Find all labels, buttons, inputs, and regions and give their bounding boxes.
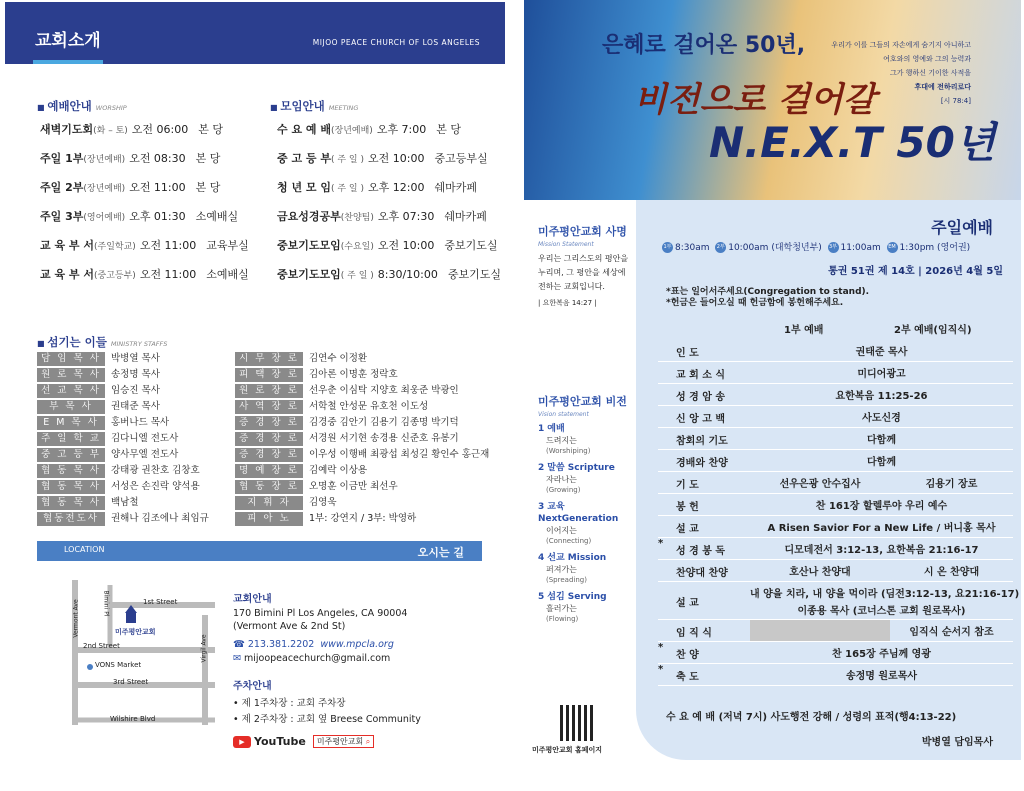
staff-role: 협 동 목 사 bbox=[37, 464, 105, 478]
meeting-row bbox=[277, 266, 501, 282]
order-label: 성 경 암 송 bbox=[676, 392, 726, 403]
map-label-bimini: Bimini Pl bbox=[102, 590, 110, 617]
map-label-3rd: 3rd Street bbox=[113, 678, 149, 686]
header-title: 교회소개 bbox=[35, 31, 101, 51]
banner-line1: 은혜로 걸어온 50년, bbox=[602, 33, 806, 58]
vision-title-item: 섬김 Serving bbox=[547, 592, 607, 602]
header-underline bbox=[33, 60, 103, 64]
meetings-time: 오전 10:00 bbox=[368, 152, 425, 165]
mission-ref: | 요한복음 14:27 | bbox=[538, 299, 597, 307]
staff-name: 김연수 이정환 bbox=[309, 353, 368, 364]
time-3: 11:00am bbox=[840, 243, 881, 253]
staff-row bbox=[37, 496, 505, 511]
staff-row bbox=[37, 384, 505, 399]
note-offering: *헌금은 들어오실 때 헌금함에 봉헌해주세요. bbox=[666, 298, 844, 308]
order-label: 인 도 bbox=[676, 348, 699, 359]
worship-sub: (장년예배) bbox=[83, 184, 126, 194]
order-label: 성 경 봉 독 bbox=[676, 546, 726, 557]
left-page bbox=[5, 0, 510, 791]
vision-korean: 자라나는 bbox=[546, 475, 577, 484]
parking-1: • 제 1주차장 : 교회 주차장 bbox=[233, 698, 346, 709]
banner-line2: 비전으로 걸어갈 bbox=[634, 80, 876, 120]
col-header-2: 2부 예배(임직식) bbox=[894, 325, 972, 336]
clock-icon: 3부 bbox=[828, 242, 839, 253]
staff-name: 서성은 손진락 양석용 bbox=[111, 481, 200, 492]
order-label: 임 직 식 bbox=[676, 628, 712, 639]
order-value: 송정명 원로목사 bbox=[845, 671, 918, 682]
staff-name: 오명훈 이금만 최선우 bbox=[309, 481, 398, 492]
vision-head bbox=[538, 462, 636, 474]
quote-ref: [시 78:4] bbox=[940, 97, 971, 105]
vision-head bbox=[538, 552, 636, 564]
quote-line: 그가 행하신 기이한 사적을 bbox=[889, 69, 971, 77]
worship-sub: (장년예배) bbox=[83, 155, 126, 165]
vision-korean: 이어지는 bbox=[546, 526, 577, 535]
meetings-place: 본 당 bbox=[436, 123, 462, 136]
order-row bbox=[658, 620, 1013, 642]
staff-role: 원 로 목 사 bbox=[37, 368, 105, 382]
staff-name: 김예락 이상용 bbox=[309, 465, 368, 476]
worship-place: 본 당 bbox=[195, 152, 221, 165]
meetings-name: 중 고 등 부 bbox=[277, 152, 331, 165]
vision-english: (Flowing) bbox=[546, 615, 579, 623]
worship-sub: (영어예배) bbox=[83, 213, 126, 223]
clock-icon: EM bbox=[887, 242, 898, 253]
worship-row bbox=[40, 121, 223, 137]
vision-korean: 흘러가는 bbox=[546, 604, 577, 613]
meetings-name: 중보기도모임 bbox=[277, 268, 341, 281]
phone-row bbox=[233, 639, 394, 650]
staff-role: 중 고 등 부 bbox=[37, 448, 105, 462]
vision-english: (Spreading) bbox=[546, 576, 587, 584]
location-bar bbox=[37, 541, 482, 561]
banner-line3: N.E.X.T 50년 bbox=[709, 118, 996, 167]
vision-number: 5 bbox=[538, 592, 545, 602]
order-row bbox=[658, 642, 1013, 664]
map-graphic bbox=[55, 575, 220, 735]
meeting-title-text: 모임안내 bbox=[280, 99, 325, 113]
search-icon: ⌕ bbox=[365, 737, 371, 746]
meetings-place: 중고등부실 bbox=[434, 152, 488, 165]
staff-role: E M 목 사 bbox=[37, 416, 105, 430]
staff-name: 서경원 서기현 송경용 신준호 유봉기 bbox=[309, 433, 459, 444]
worship-time: 오전 11:00 bbox=[139, 239, 197, 252]
vision-head bbox=[538, 591, 636, 603]
quote-line: 여호와의 영예와 그의 능력과 bbox=[883, 55, 971, 63]
order-value: 내 양을 치라, 내 양을 먹이라 (딤전3:12-13, 요21:16-17) bbox=[750, 589, 1020, 600]
order-value: 찬 161장 할렐루야 우리 예수 bbox=[815, 501, 948, 512]
email-row bbox=[233, 653, 390, 664]
order-row bbox=[658, 450, 1013, 472]
phone: 213.381.2202 bbox=[247, 639, 315, 650]
order-row bbox=[658, 494, 1013, 516]
order-value: 사도신경 bbox=[862, 413, 901, 424]
staff-role: 협동전도사 bbox=[37, 512, 105, 526]
order-value-second: 시 온 찬양대 bbox=[923, 567, 980, 578]
vision-sub: Vision statement bbox=[538, 411, 589, 418]
vision-korean: 퍼져가는 bbox=[546, 565, 577, 574]
map-label-vons: VONS Market bbox=[95, 661, 142, 669]
vision-korean: 드려지는 bbox=[546, 436, 577, 445]
order-row bbox=[658, 340, 1013, 362]
worship-place: 본 당 bbox=[198, 123, 223, 136]
worship-time: 오후 01:30 bbox=[129, 210, 186, 223]
staff-role: 사 역 장 로 bbox=[235, 400, 303, 414]
order-label: 신 앙 고 백 bbox=[676, 414, 726, 425]
staff-name: 박병열 목사 bbox=[111, 353, 160, 364]
note-stand: *표는 일어서주세요(Congregation to stand). bbox=[666, 287, 870, 297]
location-map bbox=[55, 575, 220, 735]
address-line2: (Vermont Ave & 2nd St) bbox=[233, 621, 346, 632]
order-value-second: 김용기 장로 bbox=[925, 479, 978, 490]
staff-name: 서학철 안성문 유호천 이도성 bbox=[309, 401, 429, 412]
staff-name: 김다니엘 전도사 bbox=[111, 433, 179, 444]
staff-role: 협 동 목 사 bbox=[37, 496, 105, 510]
vision-item bbox=[538, 501, 636, 547]
youtube-search-text: 미주평안교회 bbox=[316, 737, 364, 746]
map-label-virgil: Virgil Ave bbox=[200, 634, 208, 663]
meetings-sub: (찬양팀) bbox=[340, 213, 374, 223]
meetings-time: 오전 10:00 bbox=[377, 239, 435, 252]
staff-role: 피 아 노 bbox=[235, 512, 303, 526]
address-line1: 170 Bimini Pl Los Angeles, CA 90004 bbox=[233, 608, 408, 619]
phone-icon: ☎ bbox=[233, 639, 248, 650]
bulletin-card bbox=[636, 200, 1021, 760]
email-link[interactable]: mijoopeacechurch@gmail.com bbox=[243, 653, 391, 664]
mission-sub: Mission Statement bbox=[538, 241, 594, 248]
meetings-time: 오후 7:00 bbox=[376, 123, 427, 136]
service-title: 주일예배 bbox=[931, 218, 993, 237]
wednesday-service: 수 요 예 배 (저녁 7시) 사도행전 강해 / 성령의 표적(행4:13-22) bbox=[666, 712, 957, 723]
staff-role: 증 경 장 로 bbox=[235, 416, 303, 430]
order-label: 경배와 찬양 bbox=[676, 458, 728, 469]
vision-item bbox=[538, 591, 636, 625]
meetings-place: 쉐마카페 bbox=[434, 181, 477, 194]
worship-place: 소예배실 bbox=[206, 268, 249, 281]
banner-quote bbox=[831, 38, 971, 108]
staff-row bbox=[37, 512, 505, 527]
staff-row bbox=[37, 352, 505, 367]
worship-name: 교 육 부 서 bbox=[40, 239, 94, 252]
map-label-1st: 1st Street bbox=[143, 598, 178, 606]
worship-title-text: 예배안내 bbox=[47, 99, 92, 113]
staff-role: 협 동 목 사 bbox=[37, 480, 105, 494]
youtube-icon: ▶ bbox=[233, 736, 251, 748]
right-page bbox=[524, 0, 1021, 791]
order-row bbox=[658, 472, 1013, 494]
time-1: 8:30am bbox=[675, 243, 710, 253]
worship-sub: (화 – 토) bbox=[93, 126, 128, 136]
vision-number: 4 bbox=[538, 553, 545, 563]
worship-sub: (중고등부) bbox=[94, 271, 136, 281]
worship-time: 오전 06:00 bbox=[131, 123, 189, 136]
staff-name: 강태광 권찬호 김창호 bbox=[111, 465, 200, 476]
staff-name: 권해나 김조에나 최임규 bbox=[111, 513, 209, 524]
youtube-label: YouTube bbox=[254, 735, 306, 748]
order-label: 기 도 bbox=[676, 480, 699, 491]
worship-name: 주일 1부 bbox=[40, 152, 84, 165]
location-title: 오시는 길 bbox=[417, 546, 464, 559]
order-value: 미디어광고 bbox=[857, 369, 906, 380]
senior-pastor: 박병열 담임목사 bbox=[921, 737, 993, 748]
vision-title-item: 교육 NextGeneration bbox=[538, 502, 619, 524]
order-value: 다함께 bbox=[867, 435, 896, 446]
order-row bbox=[658, 538, 1013, 560]
worship-sub: WORSHIP bbox=[95, 104, 127, 112]
staff-role: 시 무 장 로 bbox=[235, 352, 303, 366]
meetings-place: 중보기도실 bbox=[447, 268, 502, 281]
vision-item bbox=[538, 552, 636, 586]
youtube-search-box[interactable] bbox=[313, 735, 374, 748]
vision-english: (Worshiping) bbox=[546, 447, 591, 455]
staff-row bbox=[37, 432, 505, 447]
issue-line: 통권 51권 제 14호 | 2026년 4월 5일 bbox=[828, 266, 1003, 277]
website-link[interactable]: www.mpcla.org bbox=[320, 639, 394, 650]
order-label: 축 도 bbox=[676, 672, 699, 683]
order-row bbox=[658, 406, 1013, 428]
meetings-name: 중보기도모임 bbox=[277, 239, 341, 252]
worship-name: 주일 2부 bbox=[40, 181, 84, 194]
staff-name: 임승진 목사 bbox=[111, 385, 160, 396]
mission-column bbox=[524, 200, 636, 760]
vision-number: 1 bbox=[538, 424, 545, 434]
staff-name: 김아론 이명훈 정락호 bbox=[309, 369, 398, 380]
meeting-row bbox=[277, 150, 488, 166]
staff-row bbox=[37, 448, 505, 463]
order-value-first: 호산나 찬양대 bbox=[789, 567, 851, 578]
meetings-time: 8:30/10:00 bbox=[377, 268, 438, 281]
vision-item bbox=[538, 423, 636, 457]
vision-english: (Growing) bbox=[546, 486, 581, 494]
order-row bbox=[658, 384, 1013, 406]
worship-place: 소예배실 bbox=[195, 210, 239, 223]
order-label: 참회의 기도 bbox=[676, 436, 728, 447]
order-label: 교 회 소 식 bbox=[676, 370, 726, 381]
order-value: 다함께 bbox=[867, 457, 896, 468]
time-4: 1:30pm (영어권) bbox=[899, 243, 971, 253]
meetings-place: 쉐마카페 bbox=[444, 210, 487, 223]
order-value: A Risen Savior For a New Life / 버니홍 목사 bbox=[767, 523, 996, 534]
staff-sub: MINISTRY STAFFS bbox=[110, 340, 168, 348]
worship-sub: (주일학교) bbox=[94, 242, 136, 252]
staff-name: 이우성 이행배 최광섭 최성길 황인수 홍근재 bbox=[309, 449, 490, 460]
worship-section-title bbox=[37, 98, 127, 114]
meeting-row bbox=[277, 208, 487, 224]
meetings-name: 금요성경공부 bbox=[277, 210, 341, 223]
staff-role: 선 교 목 사 bbox=[37, 384, 105, 398]
time-2: 10:00am (대학청년부) bbox=[728, 243, 822, 253]
vision-block bbox=[538, 395, 636, 625]
meeting-row bbox=[277, 237, 497, 253]
worship-time: 오전 08:30 bbox=[129, 152, 186, 165]
staff-name: 홍버나드 목사 bbox=[111, 417, 170, 428]
vision-english: (Connecting) bbox=[546, 537, 592, 545]
staff-row bbox=[37, 400, 505, 415]
staff-name: 김경중 김안기 김용기 김종명 박기덕 bbox=[309, 417, 459, 428]
staff-role: 피 택 장 로 bbox=[235, 368, 303, 382]
order-label: 설 교 bbox=[676, 524, 699, 535]
meetings-place: 중보기도실 bbox=[444, 239, 498, 252]
quote-line: 우리가 이를 그들의 자손에게 숨기지 아니하고 bbox=[831, 41, 971, 49]
stand-marker: * bbox=[658, 538, 664, 549]
staff-name: 백남철 bbox=[111, 497, 139, 508]
order-row bbox=[658, 428, 1013, 450]
meetings-sub: ( 주 일 ) bbox=[331, 155, 364, 165]
map-label-2nd: 2nd Street bbox=[83, 642, 120, 650]
clock-icon: 1부 bbox=[662, 242, 673, 253]
worship-time: 오전 11:00 bbox=[139, 268, 197, 281]
meetings-time: 오후 07:30 bbox=[377, 210, 435, 223]
order-label: 찬양대 찬양 bbox=[676, 568, 728, 579]
meetings-sub: ( 주 일 ) bbox=[331, 184, 364, 194]
staff-name: 김영욱 bbox=[309, 497, 337, 508]
staff-role: 원 로 장 로 bbox=[235, 384, 303, 398]
worship-row bbox=[40, 208, 238, 224]
meeting-row bbox=[277, 179, 477, 195]
map-label-church: 미주평안교회 bbox=[115, 628, 156, 636]
meetings-sub: ( 주 일 ) bbox=[340, 271, 374, 281]
order-row bbox=[658, 664, 1013, 686]
church-info-title: 교회안내 bbox=[233, 594, 272, 605]
vision-title-item: 예배 bbox=[547, 424, 565, 434]
order-row bbox=[658, 362, 1013, 384]
col-header-1: 1부 예배 bbox=[784, 325, 824, 336]
mission-text: 우리는 그리스도의 평안을 누리며, 그 평안을 세상에 전하는 교회입니다. bbox=[538, 254, 629, 291]
stand-marker: * bbox=[658, 664, 664, 675]
worship-place: 교육부실 bbox=[206, 239, 249, 252]
worship-row bbox=[40, 150, 220, 166]
mission-block bbox=[538, 225, 630, 308]
worship-row bbox=[40, 237, 249, 253]
worship-time: 오전 11:00 bbox=[129, 181, 186, 194]
vision-item bbox=[538, 462, 636, 496]
order-value-first: 선우은광 안수집사 bbox=[779, 479, 861, 490]
worship-row bbox=[40, 179, 220, 195]
vision-title: 미주평안교회 비전 bbox=[538, 395, 627, 408]
youtube-row[interactable] bbox=[233, 735, 374, 748]
staff-name: 1부: 강연지 / 3부: 박영하 bbox=[309, 513, 417, 524]
worship-name: 주일 3부 bbox=[40, 210, 84, 223]
order-label: 봉 헌 bbox=[676, 502, 699, 513]
staff-name: 권태준 목사 bbox=[111, 401, 160, 412]
vision-number: 3 bbox=[538, 502, 545, 512]
header-bar bbox=[5, 2, 505, 64]
staff-name: 선우춘 이심탁 지양호 최웅준 박광인 bbox=[309, 385, 459, 396]
staff-role: 지 휘 자 bbox=[235, 496, 303, 510]
meetings-name: 청 년 모 임 bbox=[277, 181, 331, 194]
anniversary-banner bbox=[524, 0, 1021, 200]
staff-row bbox=[37, 480, 505, 495]
order-label: 찬 양 bbox=[676, 650, 699, 661]
parking-2: • 제 2주차장 : 교회 옆 Breese Community bbox=[233, 714, 421, 725]
worship-name: 새벽기도회 bbox=[40, 123, 94, 136]
vision-number: 2 bbox=[538, 463, 545, 473]
qr-code[interactable] bbox=[560, 705, 596, 741]
order-label: 설 교 bbox=[676, 598, 699, 609]
staff-role: 부 목 사 bbox=[37, 400, 105, 414]
meetings-sub: (장년예배) bbox=[331, 126, 373, 136]
vision-head bbox=[538, 501, 636, 525]
meetings-sub: (수요일) bbox=[340, 242, 374, 252]
vision-head bbox=[538, 423, 636, 435]
vision-title-item: 선교 Mission bbox=[547, 553, 607, 563]
header-church-name: MIJOO PEACE CHURCH OF LOS ANGELES bbox=[312, 38, 480, 47]
clock-icon: 2부 bbox=[715, 242, 726, 253]
map-label-wilshire: Wilshire Blvd bbox=[110, 715, 156, 723]
staff-role: 주 일 학 교 bbox=[37, 432, 105, 446]
staff-role: 담 임 목 사 bbox=[37, 352, 105, 366]
staff-title-text: 섬기는 이들 bbox=[47, 335, 107, 349]
worship-name: 교 육 부 서 bbox=[40, 268, 94, 281]
order-row bbox=[658, 560, 1013, 582]
staff-name: 양사무엘 전도사 bbox=[111, 449, 179, 460]
order-row bbox=[658, 582, 1020, 620]
homepage-label: 미주평안교회 홈페이지 bbox=[532, 746, 603, 754]
quote-line: 후대에 전하리로다 bbox=[914, 83, 971, 91]
notes bbox=[666, 287, 869, 309]
staff-row bbox=[37, 416, 505, 431]
order-value: 권태준 목사 bbox=[855, 347, 908, 358]
order-value: 요한복음 11:25-26 bbox=[835, 391, 928, 402]
parking-title: 주차안내 bbox=[233, 681, 272, 692]
meeting-section-title bbox=[270, 98, 358, 114]
staff-role: 증 경 장 로 bbox=[235, 448, 303, 462]
order-value-2: 이종용 목사 (코너스톤 교회 원로목사) bbox=[797, 606, 966, 617]
vision-title-item: 말씀 Scripture bbox=[547, 463, 615, 473]
staff-role: 명 예 장 로 bbox=[235, 464, 303, 478]
meeting-sub: MEETING bbox=[328, 104, 359, 112]
map-label-vermont: Vermont Ave bbox=[72, 599, 80, 638]
staff-role: 협 동 장 로 bbox=[235, 480, 303, 494]
mail-icon: ✉ bbox=[233, 653, 244, 664]
mission-title: 미주평안교회 사명 bbox=[538, 225, 627, 238]
redacted-block bbox=[750, 620, 890, 641]
order-value: 찬 165장 주님께 영광 bbox=[832, 649, 931, 660]
staff-role: 증 경 장 로 bbox=[235, 432, 303, 446]
staff-section-title bbox=[37, 334, 167, 350]
meeting-row bbox=[277, 121, 461, 137]
stand-marker: * bbox=[658, 642, 664, 653]
location-label: LOCATION bbox=[64, 545, 105, 554]
staff-row bbox=[37, 368, 505, 383]
order-value: 디모데전서 3:12-13, 요한복음 21:16-17 bbox=[784, 545, 979, 556]
order-row bbox=[658, 516, 1013, 538]
worship-row bbox=[40, 266, 249, 282]
staff-name: 송정명 목사 bbox=[111, 369, 160, 380]
meetings-time: 오후 12:00 bbox=[368, 181, 425, 194]
staff-row bbox=[37, 464, 505, 479]
meetings-name: 수 요 예 배 bbox=[277, 123, 331, 136]
order-value-second: 임직식 순서지 참조 bbox=[909, 627, 994, 638]
service-times bbox=[662, 240, 970, 253]
worship-place: 본 당 bbox=[195, 181, 221, 194]
